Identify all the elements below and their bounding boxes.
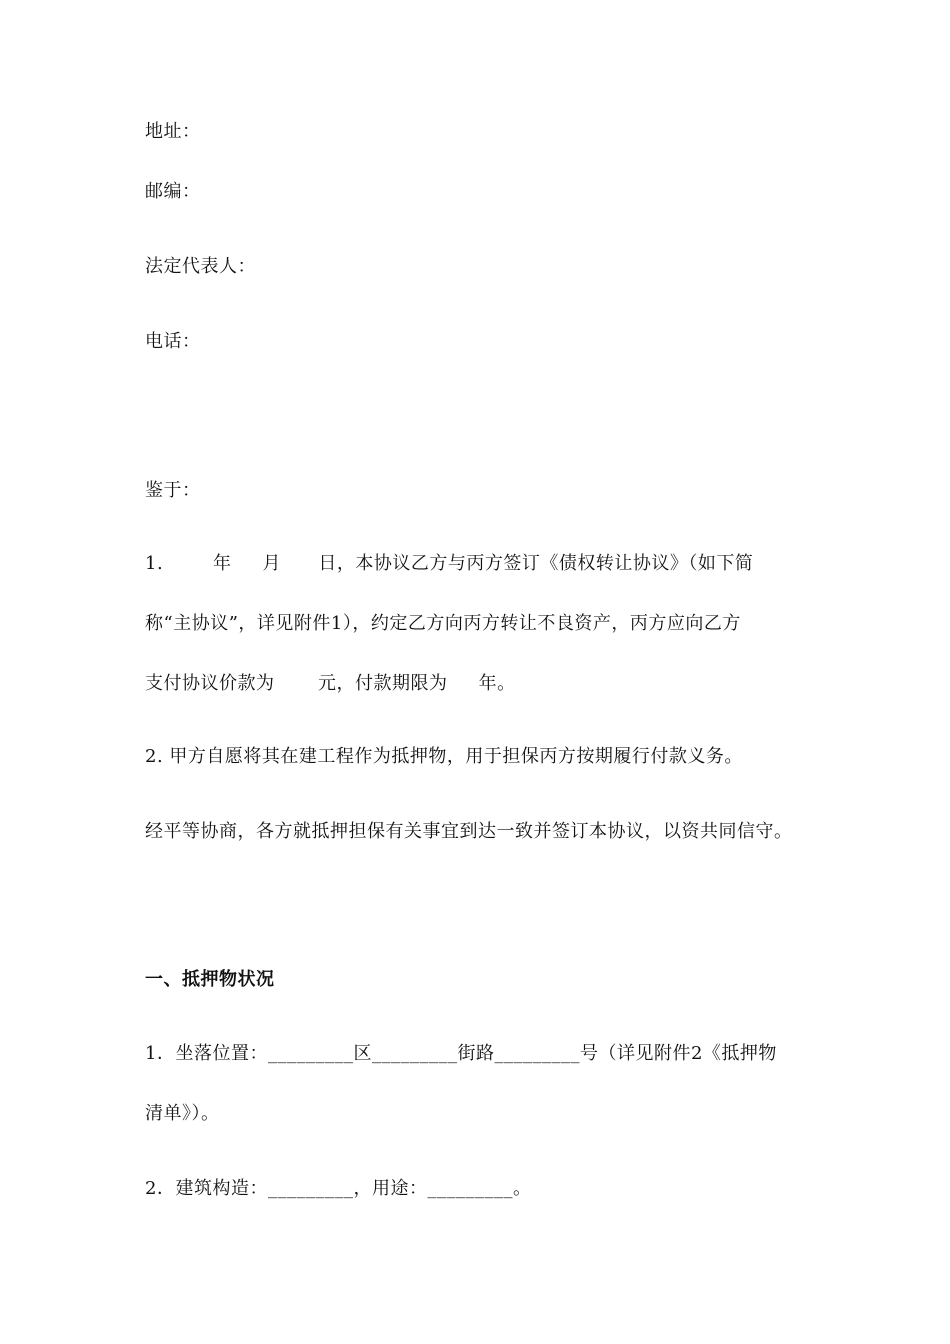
legal-rep-field: 法定代表人： xyxy=(145,256,256,277)
whereas-conclusion: 经平等协商，各方就抵押担保有关事宜到达一致并签订本协议，以资共同信守。 xyxy=(145,821,793,842)
section1-item2: 2．建筑构造：_________，用途：_________。 xyxy=(145,1178,532,1199)
whereas-item1-line2: 称“主协议”，详见附件1），约定乙方向丙方转让不良资产，丙方应向乙方 xyxy=(145,613,741,634)
section1-item1-line1: 1．坐落位置：_________区_________街路_________号（详见附件2《抵押物 xyxy=(145,1043,777,1064)
postcode-field: 邮编： xyxy=(145,181,201,202)
section1-heading: 一、抵押物状况 xyxy=(145,969,275,990)
whereas-title: 鉴于： xyxy=(145,480,201,501)
address-field: 地址： xyxy=(145,121,201,142)
whereas-item1-line3: 支付协议价款为 元，付款期限为 年。 xyxy=(145,673,516,694)
section1-item1-line2: 清单》）。 xyxy=(145,1103,220,1124)
whereas-item1-line1: 1. 年 月 日，本协议乙方与丙方签订《债权转让协议》（如下简 xyxy=(145,553,754,574)
phone-field: 电话： xyxy=(145,331,201,352)
whereas-item2: 2. 甲方自愿将其在建工程作为抵押物，用于担保丙方按期履行付款义务。 xyxy=(145,746,743,767)
